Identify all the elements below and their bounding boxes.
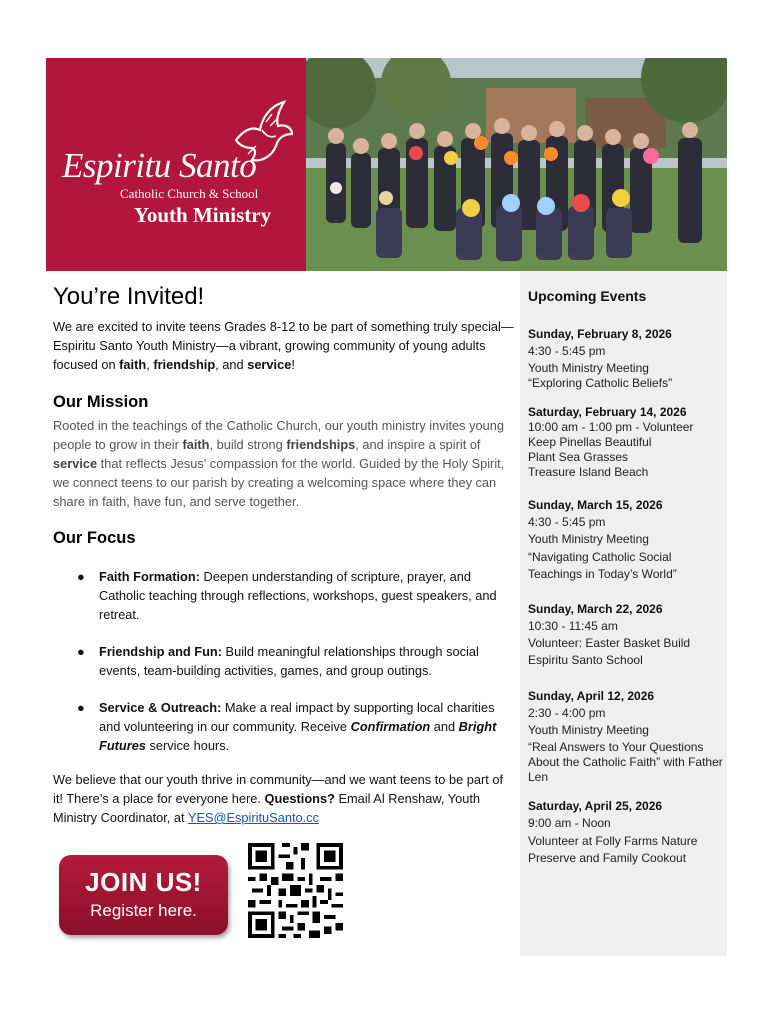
events-sidebar (520, 271, 727, 956)
intro-paragraph: We are excited to invite teens Grades 8-12 to be part of something truly special—Espiritu Santo Youth Ministry—a vibrant, growing community of young adults focused on faith, friendship, and service! (53, 319, 514, 372)
event-item (528, 689, 724, 785)
event-date: Sunday, April 12, 2026 (528, 689, 655, 703)
event-date: Sunday, February 8, 2026 (528, 327, 672, 341)
event-line: 10:30 - 11:45 am (528, 619, 618, 633)
logo-panel (46, 58, 306, 271)
qr-code-icon[interactable] (248, 843, 343, 938)
logo-subtitle: Catholic Church & School (120, 186, 259, 201)
page-title: You’re Invited! (53, 283, 205, 310)
event-line: Volunteer at Folly Farms Nature Preserve and Family Cookout (528, 834, 698, 865)
event-line: “Exploring Catholic Beliefs” (528, 376, 673, 390)
event-line: Plant Sea Grasses (528, 450, 629, 464)
event-date: Sunday, March 22, 2026 (528, 602, 663, 616)
event-item (528, 602, 724, 668)
event-line: Keep Pinellas Beautiful (528, 435, 652, 449)
logo-title: Espiritu Santo (62, 146, 257, 185)
mission-heading: Our Mission (53, 393, 149, 411)
bullet-icon: ● (77, 644, 85, 659)
event-line: Treasure Island Beach (528, 465, 649, 479)
event-item (528, 498, 724, 583)
event-line: Youth Ministry Meeting (528, 361, 649, 375)
register-label: Register here. (90, 901, 197, 920)
event-date: Saturday, February 14, 2026 (528, 405, 687, 419)
event-line: Espiritu Santo School (528, 653, 643, 667)
event-line: 4:30 - 5:45 pm (528, 344, 606, 358)
closing-paragraph: We believe that our youth thrive in community—and we want teens to be part of it! There’s a place for everyone here. Questions? Email Al Renshaw, Youth Ministry Coordinator, at YES@EspirituSanto.cc (53, 772, 504, 825)
event-line: “Real Answers to Your Questions About the Catholic Faith” with Father Len (528, 740, 723, 784)
event-line: “Navigating Catholic Social Teachings in Today’s World” (528, 550, 677, 581)
event-line: 9:00 am - Noon (528, 816, 611, 830)
join-us-button[interactable] (59, 855, 228, 935)
email-link[interactable]: YES@EspirituSanto.cc (187, 810, 319, 825)
join-us-label: JOIN US! (85, 867, 202, 897)
focus-heading: Our Focus (53, 529, 136, 547)
event-item (528, 327, 724, 391)
mission-paragraph: Rooted in the teachings of the Catholic Church, our youth ministry invites young people to grow in their faith, build strong friendships, and inspire a spirit of service that reflects Jesus' compassion for the world. Guided by the Holy Spirit, we connect teens to our parish by creating a welcoming space where they can share in faith, have fun, and serve together. (53, 418, 505, 509)
bullet-icon: ● (77, 700, 85, 715)
logo-ministry: Youth Ministry (134, 203, 272, 227)
event-line: Volunteer: Easter Basket Build (528, 636, 691, 650)
bullet-icon: ● (77, 569, 85, 584)
event-item (528, 799, 724, 867)
event-item (528, 405, 724, 480)
group-photo (306, 58, 727, 271)
event-line: 2:30 - 4:00 pm (528, 706, 606, 720)
event-line: 10:00 am - 1:00 pm - Volunteer (528, 420, 694, 434)
event-line: Youth Ministry Meeting (528, 723, 649, 737)
event-line: 4:30 - 5:45 pm (528, 515, 606, 529)
sidebar-title: Upcoming Events (528, 288, 647, 304)
event-date: Sunday, March 15, 2026 (528, 498, 663, 512)
event-date: Saturday, April 25, 2026 (528, 799, 663, 813)
event-line: Youth Ministry Meeting (528, 532, 649, 546)
